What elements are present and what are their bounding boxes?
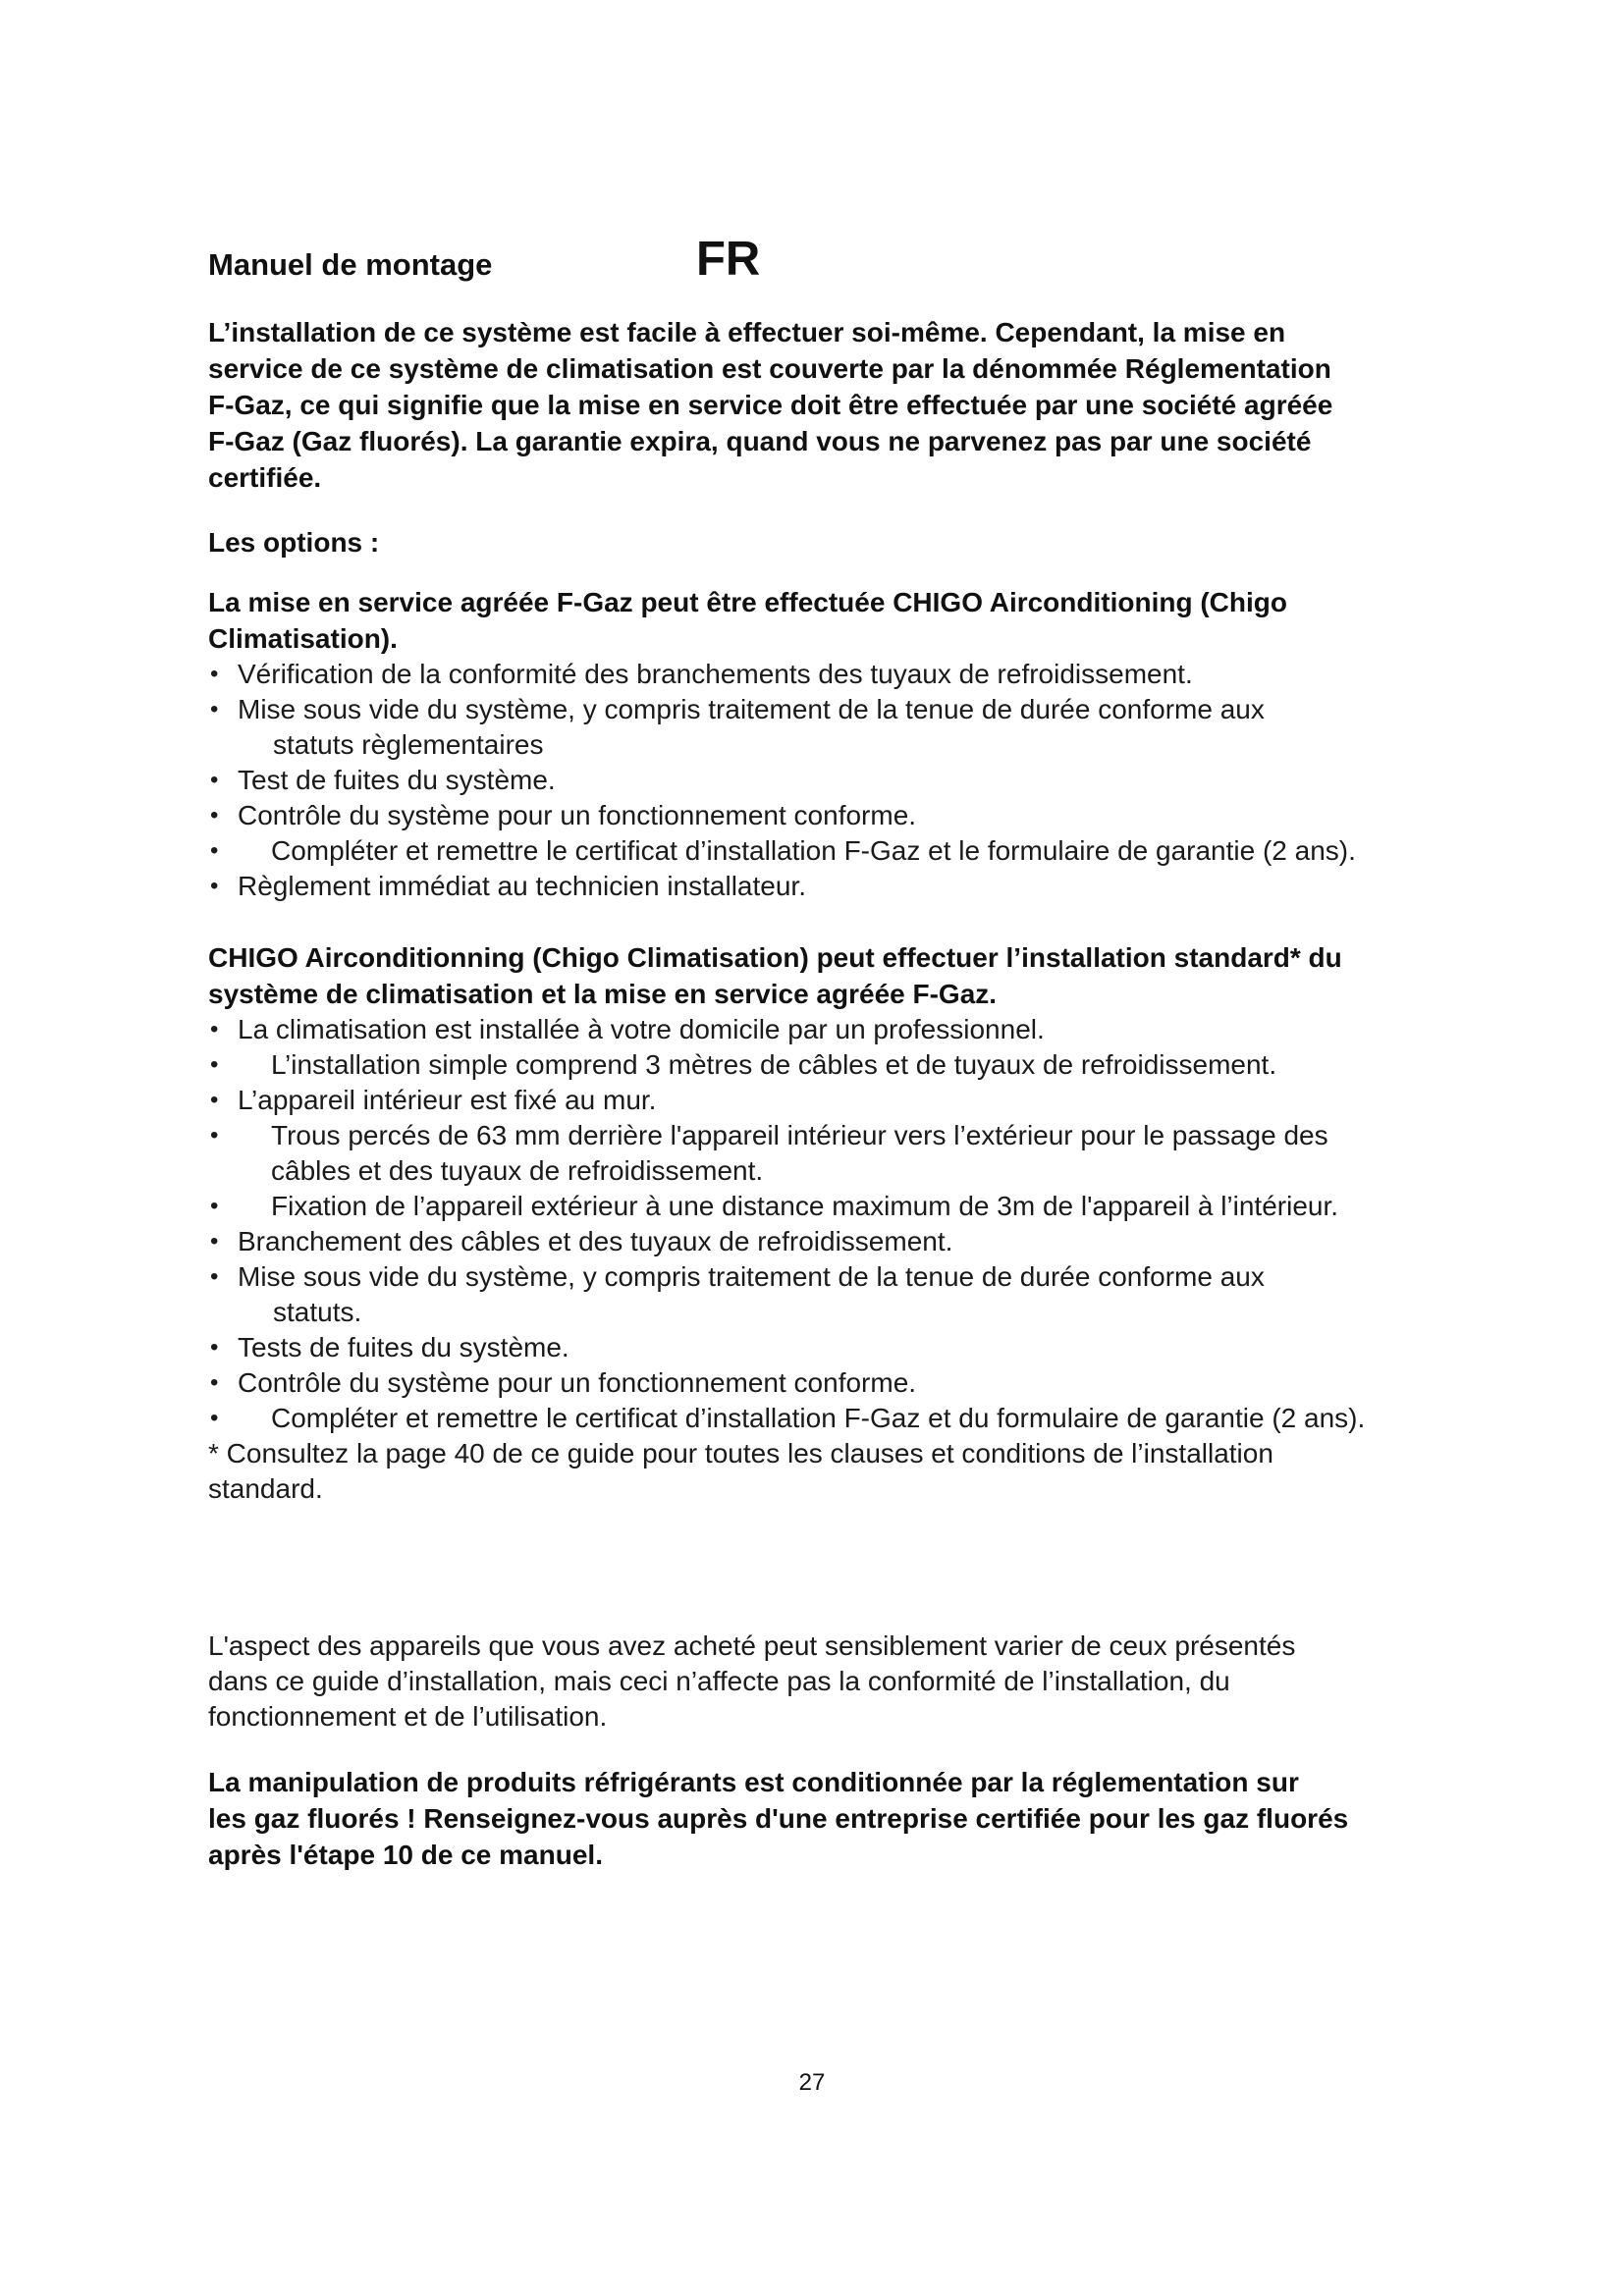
- list-item: [208, 1365, 1485, 1401]
- list-item-text: Trous percés de 63 mm derrière l'appareil intérieur vers l’extérieur pour le passage des: [271, 1120, 1328, 1150]
- bullet-icon: •: [210, 696, 219, 722]
- warning-line: après l'étape 10 de ce manuel.: [208, 1840, 603, 1870]
- list-item: [208, 798, 1485, 833]
- list-item-text: Mise sous vide du système, y compris traitement de la tenue de durée conforme aux: [238, 1261, 1265, 1292]
- section2-list: [208, 1012, 1485, 1436]
- footnote-line: * Consultez la page 40 de ce guide pour toutes les clauses et conditions de l’installation: [208, 1438, 1273, 1468]
- bullet-icon: •: [210, 661, 219, 687]
- section2-heading: [208, 939, 1485, 1012]
- list-item: [208, 1330, 1485, 1365]
- list-item-text: Tests de fuites du système.: [238, 1332, 569, 1362]
- warning-paragraph: [208, 1764, 1485, 1873]
- list-item: [208, 1401, 1485, 1436]
- list-item: [208, 657, 1485, 692]
- list-item-text: Branchement des câbles et des tuyaux de refroidissement.: [238, 1226, 953, 1256]
- list-item-text: Test de fuites du système.: [238, 765, 556, 795]
- footnote-line: standard.: [208, 1473, 323, 1504]
- list-item: [208, 833, 1485, 869]
- page-header: [208, 232, 1485, 291]
- section1-list: [208, 657, 1485, 904]
- list-item: [208, 1224, 1485, 1259]
- section1-heading: [208, 584, 1485, 657]
- page-content: [208, 314, 1485, 1873]
- options-heading: Les options :: [208, 527, 380, 558]
- list-item-text: Fixation de l’appareil extérieur à une distance maximum de 3m de l'appareil à l’intérieur.: [271, 1191, 1339, 1221]
- list-item: [208, 763, 1485, 798]
- list-item-text: Compléter et remettre le certificat d’installation F-Gaz et du formulaire de garantie (2 ans).: [271, 1403, 1366, 1433]
- bullet-icon: •: [210, 1334, 219, 1361]
- list-item-text: Contrôle du système pour un fonctionnement conforme.: [238, 1367, 917, 1398]
- list-item-text: Mise sous vide du système, y compris traitement de la tenue de durée conforme aux: [238, 694, 1265, 724]
- list-item-text: Vérification de la conformité des branchements des tuyaux de refroidissement.: [238, 659, 1193, 689]
- aspect-line: dans ce guide d’installation, mais ceci n’affecte pas la conformité de l’installation, du: [208, 1666, 1230, 1696]
- bullet-icon: •: [210, 1016, 219, 1042]
- bullet-icon: •: [210, 1051, 219, 1078]
- section1-heading-line: La mise en service agréée F-Gaz peut être effectuée CHIGO Airconditioning (Chigo: [208, 587, 1287, 617]
- page-number: 27: [798, 2069, 826, 2096]
- intro-line: L’installation de ce système est facile à effectuer soi-même. Cependant, la mise en: [208, 317, 1286, 347]
- section1-heading-line: Climatisation).: [208, 623, 398, 654]
- warning-line: La manipulation de produits réfrigérants est conditionnée par la réglementation sur: [208, 1767, 1299, 1797]
- section2-heading-line: système de climatisation et la mise en service agréée F-Gaz.: [208, 979, 998, 1009]
- bullet-icon: •: [210, 802, 219, 828]
- language-code: FR: [696, 233, 761, 286]
- list-item: [208, 1083, 1485, 1118]
- list-item-text: L’appareil intérieur est fixé au mur.: [238, 1085, 657, 1115]
- footnote: [208, 1436, 1485, 1507]
- manual-title: Manuel de montage: [208, 247, 493, 282]
- list-item-text: L’installation simple comprend 3 mètres de câbles et de tuyaux de refroidissement.: [271, 1049, 1277, 1080]
- list-item-text: Compléter et remettre le certificat d’installation F-Gaz et le formulaire de garantie (2 ans).: [271, 835, 1356, 866]
- intro-line: F-Gaz (Gaz fluorés). La garantie expira, quand vous ne parvenez pas par une société: [208, 426, 1312, 456]
- warning-line: les gaz fluorés ! Renseignez-vous auprès d'une entreprise certifiée pour les gaz fluorés: [208, 1803, 1349, 1834]
- list-item: [208, 869, 1485, 904]
- list-item-continuation: câbles et des tuyaux de refroidissement.: [271, 1155, 764, 1186]
- intro-line: certifiée.: [208, 462, 322, 493]
- bullet-icon: •: [210, 873, 219, 899]
- list-item-text: Contrôle du système pour un fonctionnement conforme.: [238, 800, 917, 830]
- list-item: [208, 692, 1485, 763]
- list-item-continuation: statuts règlementaires: [273, 729, 544, 760]
- list-item: [208, 1047, 1485, 1083]
- intro-line: F-Gaz, ce qui signifie que la mise en service doit être effectuée par une société agréée: [208, 390, 1333, 420]
- bullet-icon: •: [210, 1193, 219, 1219]
- bullet-icon: •: [210, 1122, 219, 1148]
- list-item-text: La climatisation est installée à votre domicile par un professionnel.: [238, 1014, 1045, 1044]
- aspect-paragraph: [208, 1629, 1485, 1735]
- bullet-icon: •: [210, 767, 219, 793]
- bullet-icon: •: [210, 1087, 219, 1113]
- intro-paragraph: [208, 314, 1485, 496]
- section2-heading-line: CHIGO Airconditionning (Chigo Climatisation) peut effectuer l’installation standard* du: [208, 942, 1342, 973]
- bullet-icon: •: [210, 1228, 219, 1255]
- aspect-line: fonctionnement et de l’utilisation.: [208, 1701, 608, 1732]
- list-item: [208, 1118, 1485, 1189]
- list-item: [208, 1012, 1485, 1047]
- list-item: [208, 1189, 1485, 1224]
- list-item: [208, 1259, 1485, 1330]
- aspect-line: L'aspect des appareils que vous avez acheté peut sensiblement varier de ceux présentés: [208, 1630, 1296, 1661]
- bullet-icon: •: [210, 837, 219, 864]
- list-item-continuation: statuts.: [273, 1297, 362, 1327]
- bullet-icon: •: [210, 1369, 219, 1396]
- list-item-text: Règlement immédiat au technicien installateur.: [238, 871, 806, 901]
- bullet-icon: •: [210, 1263, 219, 1290]
- bullet-icon: •: [210, 1405, 219, 1431]
- intro-line: service de ce système de climatisation est couverte par la dénommée Réglementation: [208, 353, 1331, 384]
